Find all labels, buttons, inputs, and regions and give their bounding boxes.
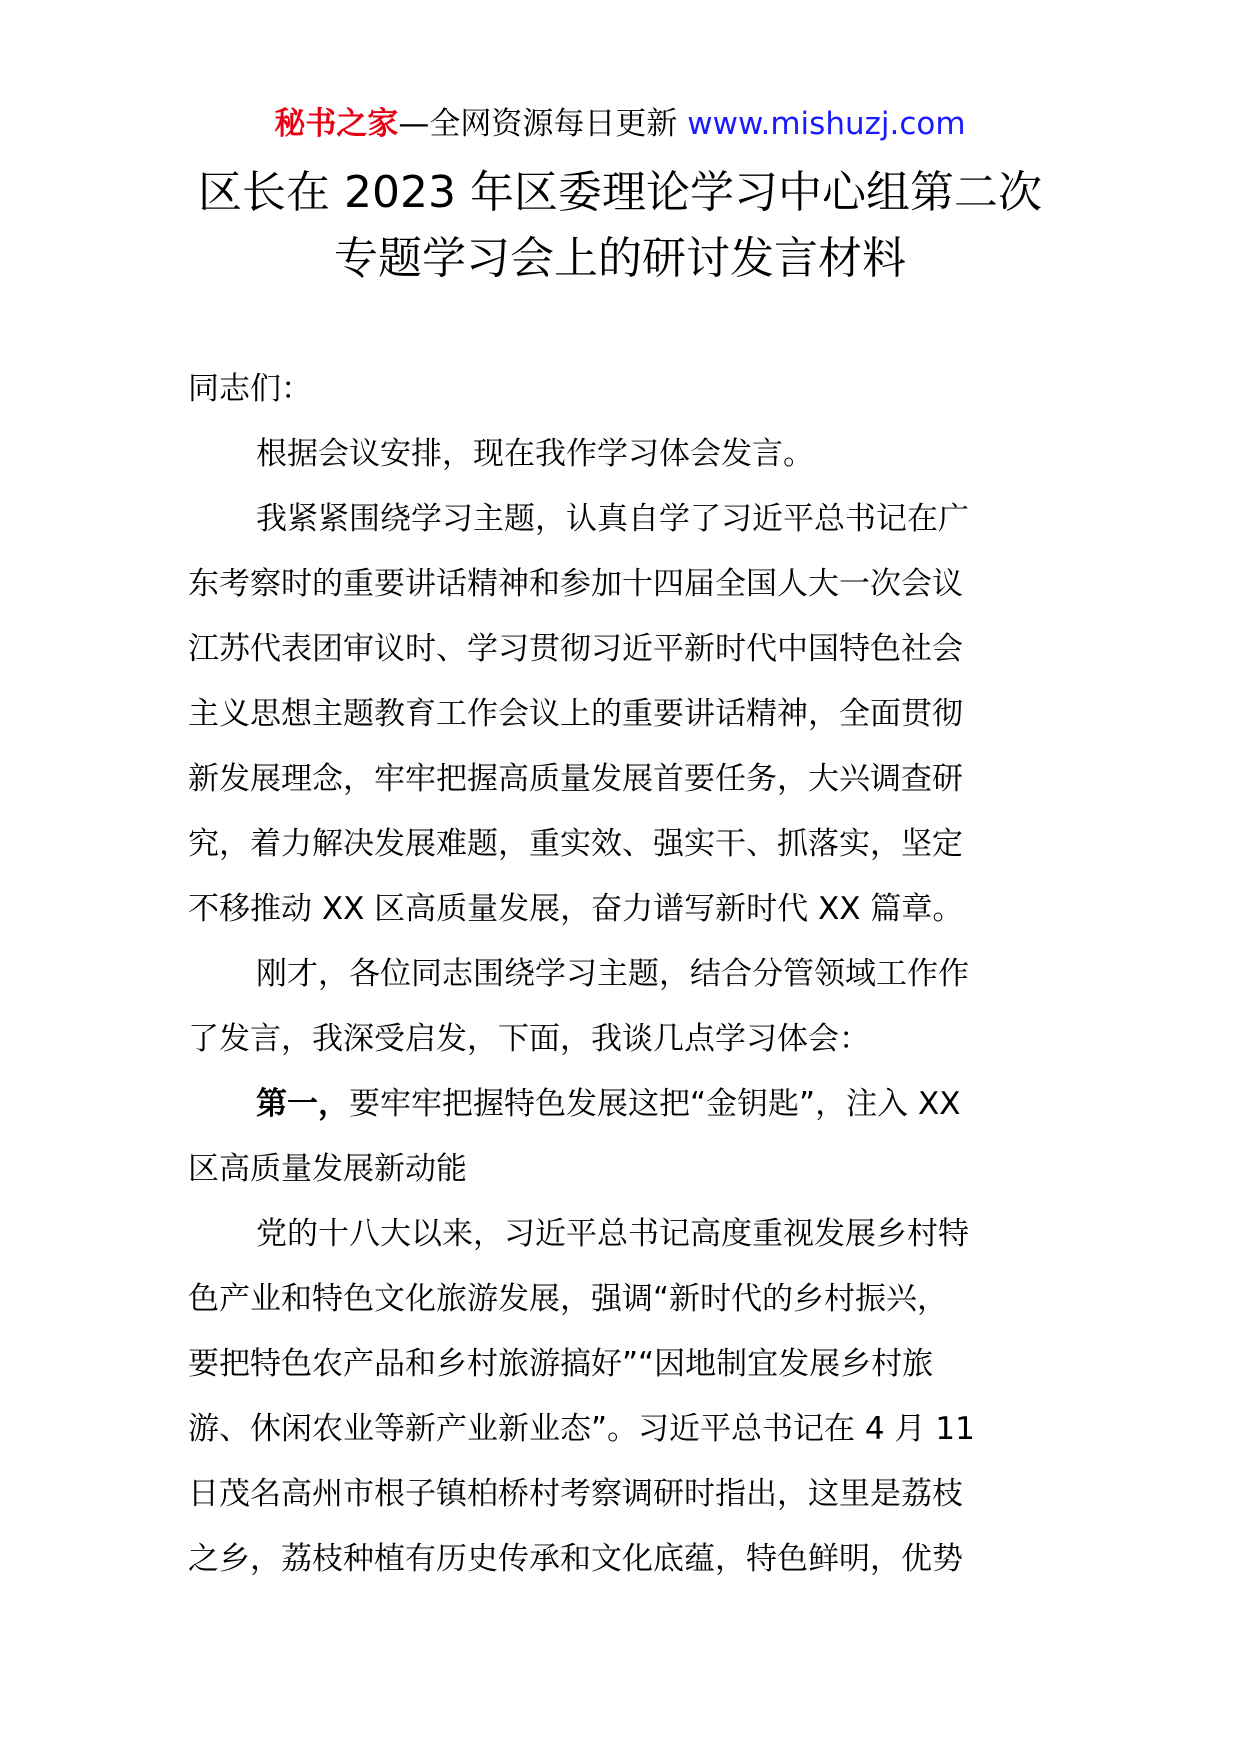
paragraph-line: 主义思想主题教育工作会议上的重要讲话精神，全面贯彻: [188, 696, 963, 732]
paragraph-line: 东考察时的重要讲话精神和参加十四届全国人大一次会议: [188, 566, 963, 602]
paragraph-line: 江苏代表团审议时、学习贯彻习近平新时代中国特色社会: [188, 631, 963, 667]
paragraph-line: 新发展理念，牢牢把握高质量发展首要任务，大兴调查研: [188, 761, 963, 797]
paragraph-line: 究，着力解决发展难题，重实效、强实干、抓落实，坚定: [188, 826, 963, 862]
site-url[interactable]: www.mishuzj.com: [687, 106, 966, 142]
paragraph-line: 根据会议安排，现在我作学习体会发言。: [256, 436, 814, 472]
document-body: [188, 357, 1058, 1592]
paragraph-line: 了发言，我深受启发，下面，我谈几点学习体会：: [188, 1021, 870, 1057]
document-title-line-2: 专题学习会上的研讨发言材料: [334, 233, 906, 284]
paragraph-line: 游、休闲农业等新产业新业态”。习近平总书记在 4 月 11: [188, 1411, 975, 1447]
paragraph-line: 党的十八大以来，习近平总书记高度重视发展乡村特: [256, 1216, 969, 1252]
section-heading-line: 区高质量发展新动能: [188, 1151, 467, 1187]
site-name: 秘书之家: [274, 106, 399, 142]
site-header: [0, 102, 1240, 146]
site-slogan: —全网资源每日更新: [398, 106, 688, 142]
salutation: 同志们：: [188, 371, 312, 407]
document-title: [120, 160, 1120, 292]
section-heading-text: 要牢牢把握特色发展这把“金钥匙”，注入 XX: [349, 1086, 961, 1122]
paragraph-line: 我紧紧围绕学习主题，认真自学了习近平总书记在广: [256, 501, 969, 537]
document-title-line-1: 区长在 2023 年区委理论学习中心组第二次: [198, 167, 1042, 218]
paragraph-line: 要把特色农产品和乡村旅游搞好”“因地制宜发展乡村旅: [188, 1346, 934, 1382]
paragraph-line: 不移推动 XX 区高质量发展，奋力谱写新时代 XX 篇章。: [188, 891, 964, 927]
section-heading-line: [188, 1072, 1058, 1137]
paragraph-line: 之乡，荔枝种植有历史传承和文化底蕴，特色鲜明，优势: [188, 1541, 963, 1577]
paragraph-line: 色产业和特色文化旅游发展，强调“新时代的乡村振兴，: [188, 1281, 949, 1317]
paragraph-line: 日茂名高州市根子镇柏桥村考察调研时指出，这里是荔枝: [188, 1476, 963, 1512]
paragraph-line: 刚才，各位同志围绕学习主题，结合分管领域工作作: [256, 956, 969, 992]
section-heading-number: 第一，: [256, 1086, 349, 1122]
